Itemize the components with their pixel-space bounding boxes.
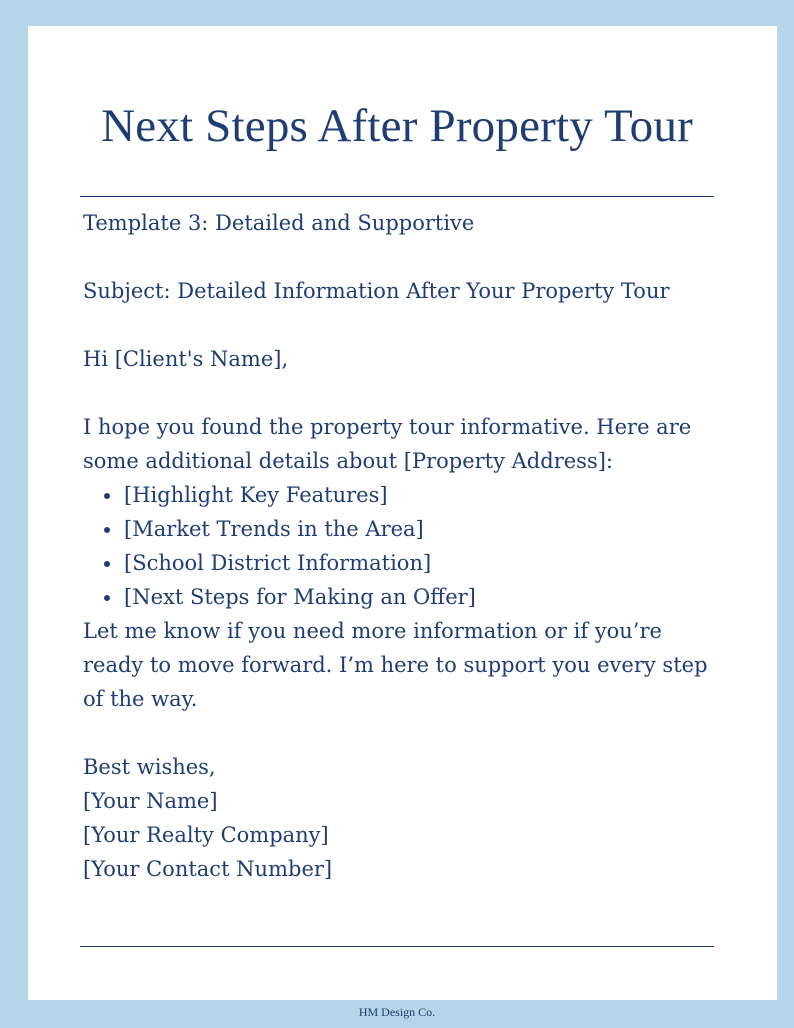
spacer bbox=[83, 308, 723, 342]
template-label: Template 3: Detailed and Supportive bbox=[83, 211, 475, 235]
email-subject: Subject: Detailed Information After Your Property Tour bbox=[83, 279, 670, 303]
greeting: Hi [Client's Name], bbox=[83, 347, 289, 371]
sign-off: Best wishes, bbox=[83, 755, 216, 779]
top-divider bbox=[80, 196, 714, 197]
list-item: [School District Information] bbox=[124, 546, 723, 580]
letter-body bbox=[83, 206, 723, 886]
spacer bbox=[83, 716, 723, 750]
signature-name: [Your Name] bbox=[83, 789, 218, 813]
intro-paragraph: I hope you found the property tour informative. Here are some additional details about [Property Address]: bbox=[83, 415, 692, 473]
page-title: Next Steps After Property Tour bbox=[101, 100, 693, 152]
footer-credit: HM Design Co. bbox=[358, 1005, 436, 1019]
details-list bbox=[83, 478, 723, 614]
spacer bbox=[83, 376, 723, 410]
list-item: [Next Steps for Making an Offer] bbox=[124, 580, 723, 614]
signature-contact: [Your Contact Number] bbox=[83, 857, 333, 881]
list-item: [Market Trends in the Area] bbox=[124, 512, 723, 546]
bottom-divider bbox=[80, 946, 714, 947]
signature-company: [Your Realty Company] bbox=[83, 823, 329, 847]
list-item: [Highlight Key Features] bbox=[124, 478, 723, 512]
closing-paragraph: Let me know if you need more information or if you’re ready to move forward. I’m here to support you every step of the way. bbox=[83, 619, 708, 711]
spacer bbox=[83, 240, 723, 274]
